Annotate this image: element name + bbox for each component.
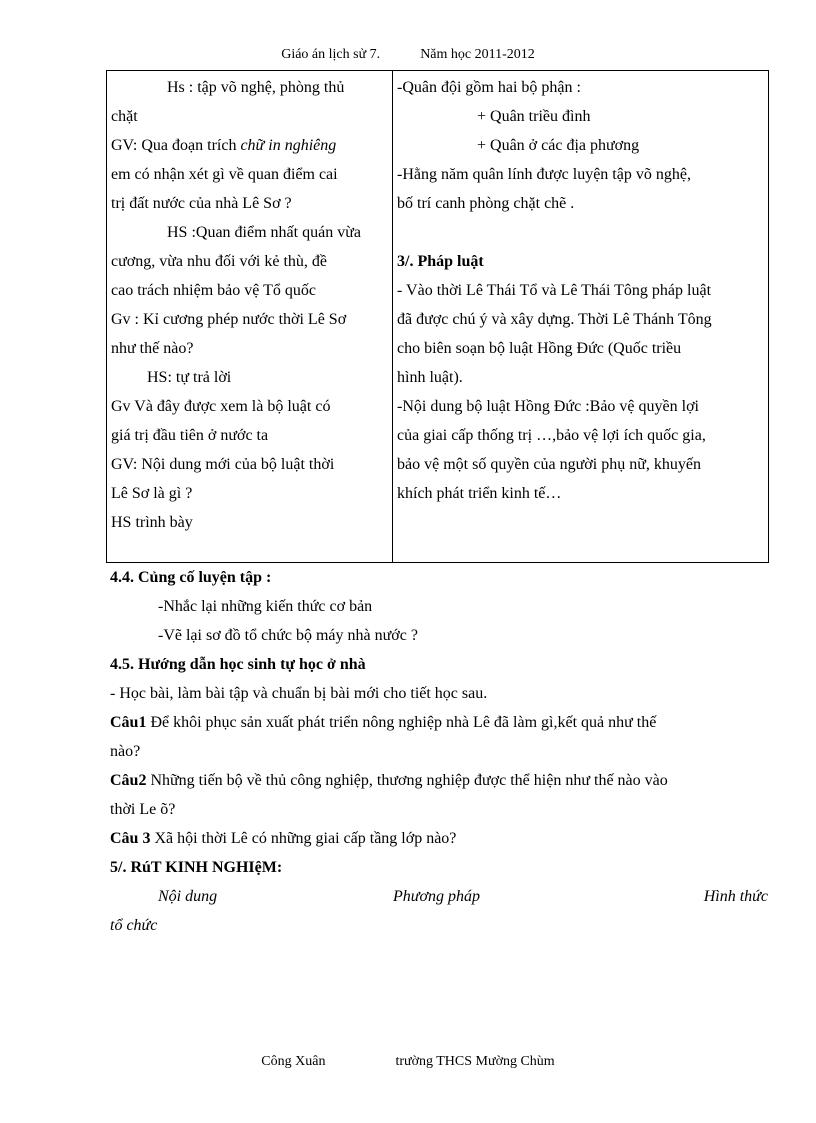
left-line: cao trách nhiệm bảo vệ Tổ quốc bbox=[111, 282, 316, 299]
heading-rut-kinh-nghiem: 5/. RúT KINH NGHIệM: bbox=[110, 859, 283, 876]
teacher-student-activity-cell bbox=[107, 71, 393, 563]
right-line: + Quân triều đình bbox=[477, 108, 591, 125]
question-text: Để khôi phục sản xuất phát triển nông nghiệp nhà Lê đã làm gì,kết quả như thế bbox=[146, 714, 657, 731]
left-line: Gv : Kỉ cương phép nước thời Lê Sơ bbox=[111, 311, 347, 328]
left-line: Gv Và đây được xem là bộ luật có bbox=[111, 398, 331, 415]
col-phuong-phap: Phương pháp bbox=[393, 888, 481, 905]
left-line: trị đất nước của nhà Lê Sơ ? bbox=[111, 195, 292, 212]
left-line: HS :Quan điểm nhất quán vừa bbox=[167, 224, 361, 241]
left-line: HS: tự trả lời bbox=[147, 369, 232, 386]
left-line: chặt bbox=[111, 108, 138, 125]
left-line: GV: Nội dung mới của bộ luật thời bbox=[111, 456, 335, 473]
left-line: như thế nào? bbox=[111, 340, 194, 357]
right-line: + Quân ở các địa phương bbox=[477, 137, 640, 154]
experience-columns bbox=[110, 882, 768, 911]
right-line: bảo vệ một số quyền của người phụ nữ, khuyến bbox=[397, 456, 701, 473]
col-hinh-thuc-cont: tổ chức bbox=[110, 917, 158, 934]
right-line: -Hằng năm quân lính được luyện tập võ nghệ, bbox=[397, 166, 691, 183]
left-line: giá trị đầu tiên ở nước ta bbox=[111, 427, 269, 444]
right-line: - Vào thời Lê Thái Tổ và Lê Thái Tông pháp luật bbox=[397, 282, 712, 299]
heading-cung-co: 4.4. Củng cố luyện tập : bbox=[110, 569, 272, 586]
question-text: Xã hội thời Lê có những giai cấp tầng lớp nào? bbox=[150, 830, 457, 847]
right-line: cho biên soạn bộ luật Hồng Đức (Quốc triều bbox=[397, 340, 682, 357]
lesson-table bbox=[106, 70, 769, 563]
col-noi-dung: Nội dung bbox=[158, 888, 218, 905]
header-school-year: Năm học 2011-2012 bbox=[420, 47, 535, 62]
left-line: em có nhận xét gì về quan điểm cai bbox=[111, 166, 338, 183]
body-line: -Vẽ lại sơ đồ tổ chức bộ máy nhà nước ? bbox=[158, 627, 418, 644]
header-subject: Giáo án lịch sử 7. bbox=[281, 47, 381, 62]
question-label: Câu1 bbox=[110, 714, 147, 731]
question-2 bbox=[110, 766, 768, 795]
content-cell bbox=[393, 71, 769, 563]
question-2-cont: thời Le õ? bbox=[110, 801, 176, 818]
question-label: Câu2 bbox=[110, 772, 147, 789]
body-line: - Học bài, làm bài tập và chuẩn bị bài mới cho tiết học sau. bbox=[110, 685, 488, 702]
left-line: Hs : tập võ nghệ, phòng thủ bbox=[167, 79, 345, 96]
col-hinh-thuc: Hình thức bbox=[703, 888, 768, 905]
question-text: Những tiến bộ về thủ công nghiệp, thương nghiệp được thể hiện như thế nào vào bbox=[146, 772, 668, 789]
right-line: bố trí canh phòng chặt chẽ . bbox=[397, 195, 575, 212]
left-line-text: GV: Qua đoạn trích bbox=[111, 137, 241, 154]
footer-school: trường THCS Mường Chùm bbox=[395, 1054, 555, 1069]
question-1 bbox=[110, 708, 768, 737]
section-heading-phap-luat: 3/. Pháp luật bbox=[397, 253, 484, 270]
right-line: của giai cấp thống trị …,bảo vệ lợi ích quốc gia, bbox=[397, 427, 706, 444]
body-line: -Nhắc lại những kiến thức cơ bản bbox=[158, 598, 373, 615]
heading-huong-dan: 4.5. Hướng dẫn học sinh tự học ở nhà bbox=[110, 656, 366, 673]
page-footer bbox=[0, 1054, 816, 1070]
left-line: Lê Sơ là gì ? bbox=[111, 485, 193, 502]
footer-author: Công Xuân bbox=[261, 1054, 326, 1069]
question-label: Câu 3 bbox=[110, 830, 151, 847]
page-header bbox=[0, 47, 816, 63]
right-line: -Quân đội gồm hai bộ phận : bbox=[397, 79, 581, 96]
spacer bbox=[397, 218, 762, 247]
question-3 bbox=[110, 824, 768, 853]
right-line: hình luật). bbox=[397, 369, 463, 386]
right-line: đã được chú ý và xây dựng. Thời Lê Thánh Tông bbox=[397, 311, 712, 328]
left-line bbox=[111, 131, 386, 160]
right-line: khích phát triển kinh tế… bbox=[397, 485, 562, 502]
left-line: cương, vừa nhu đối với kẻ thù, đề bbox=[111, 253, 328, 270]
italic-phrase: chữ in nghiêng bbox=[240, 137, 337, 154]
left-line: HS trình bày bbox=[111, 514, 193, 531]
right-line: -Nội dung bộ luật Hồng Đức :Bảo vệ quyền lợi bbox=[397, 398, 699, 415]
question-1-cont: nào? bbox=[110, 743, 141, 760]
body-text bbox=[110, 563, 768, 940]
